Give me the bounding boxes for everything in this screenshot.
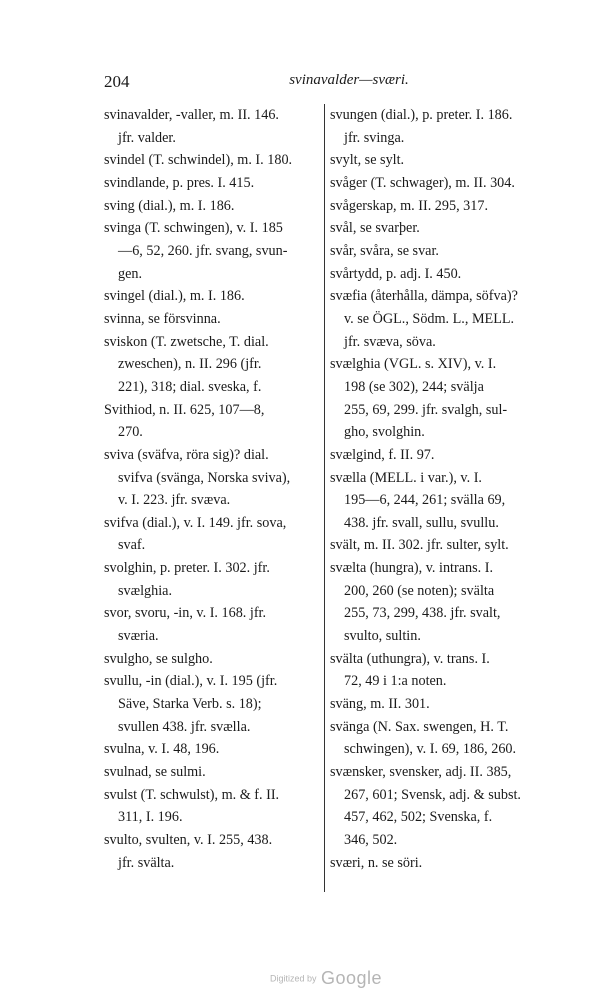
google-logo: Google [320, 968, 383, 988]
entry-line: 346, 502. [344, 832, 398, 848]
entry-line: svor, svoru, -in, v. I. 168. jfr. [104, 605, 267, 622]
entry-line: svindel (T. schwindel), m. I. 180. [104, 152, 293, 169]
entry-line: svælgind, f. II. 97. [330, 446, 435, 463]
entry-line: 438. jfr. svall, sullu, svullu. [344, 514, 499, 531]
entry-line: svulnad, se sulmi. [104, 764, 206, 781]
entry-line: 195—6, 244, 261; svälla 69, [344, 492, 506, 509]
entry-line: svingel (dial.), m. I. 186. [104, 288, 245, 305]
entry-line: —6, 52, 260. jfr. svang, svun- [118, 242, 288, 259]
entry-line: svår, svåra, se svar. [330, 242, 439, 259]
entry-line: 255, 69, 299. jfr. svalgh, sul- [344, 401, 508, 418]
entry-line: zweschen), n. II. 296 (jfr. [118, 356, 262, 373]
entry-line: sværia. [118, 628, 159, 645]
entry-line: 221), 318; dial. sveska, f. [118, 378, 262, 395]
entry-line: svælghia. [118, 582, 172, 599]
watermark-prefix: Digitized by [270, 973, 317, 984]
left-column [104, 104, 322, 874]
entry-line: svänga (N. Sax. swengen, H. T. [330, 718, 509, 735]
entry-line: svullen 438. jfr. svælla. [118, 718, 251, 735]
entry-line: svinga (T. schwingen), v. I. 185 [104, 220, 283, 237]
entry-line: jfr. valder. [118, 129, 176, 146]
entry-line: jfr. svinga. [344, 129, 405, 146]
entry-line: 270. [118, 424, 143, 441]
entry-line: svåger (T. schwager), m. II. 304. [330, 174, 515, 191]
entry-line: svullu, -in (dial.), v. I. 195 (jfr. [104, 673, 278, 690]
entry-line: 267, 601; Svensk, adj. & subst. [344, 786, 521, 803]
entry-line: svylt, se sylt. [330, 152, 405, 169]
google-watermark [270, 968, 382, 989]
entry-line: jfr. svälta. [118, 854, 175, 871]
entry-line: svulst (T. schwulst), m. & f. II. [104, 786, 280, 803]
entry-line: svindlande, p. pres. I. 415. [104, 174, 255, 191]
entry-line: svinna, se försvinna. [104, 310, 221, 327]
entry-line: svält, m. II. 302. jfr. sulter, sylt. [330, 537, 509, 554]
entry-line: 457, 462, 502; Svenska, f. [344, 809, 493, 826]
entry-line: jfr. svæva, söva. [344, 333, 436, 350]
entry-line: svinavalder, -valler, m. II. 146. [104, 107, 279, 123]
entry-line: gho, svolghin. [344, 424, 425, 441]
entry-line: 255, 73, 299, 438. jfr. svalt, [344, 605, 501, 622]
entry-line: svolghin, p. preter. I. 302. jfr. [104, 560, 270, 577]
entry-line: svål, se svarþer. [330, 220, 420, 237]
entry-line: svifva (svänga, Norska sviva), [118, 469, 291, 486]
right-column [330, 104, 540, 874]
page-number: 204 [104, 72, 130, 91]
entry-line: 200, 260 (se noten); svälta [344, 582, 495, 599]
page-header [104, 72, 534, 96]
column-divider [324, 104, 325, 892]
entry-line: svårtydd, p. adj. I. 450. [330, 265, 462, 282]
entry-line: svænsker, svensker, adj. II. 385, [330, 764, 512, 781]
entry-line: svungen (dial.), p. preter. I. 186. [330, 107, 513, 123]
entry-line: Svithiod, n. II. 625, 107—8, [104, 401, 265, 418]
entry-line: sviva (sväfva, röra sig)? dial. [104, 446, 269, 463]
entry-line: svulgho, se sulgho. [104, 650, 213, 667]
entry-line: 72, 49 i 1:a noten. [344, 673, 447, 690]
entry-line: svælta (hungra), v. intrans. I. [330, 560, 493, 577]
entry-line: 311, I. 196. [118, 809, 183, 826]
entry-line: sviskon (T. zwetsche, T. dial. [104, 333, 269, 350]
entry-line: svågerskap, m. II. 295, 317. [330, 197, 489, 214]
entry-line: svulna, v. I. 48, 196. [104, 741, 220, 758]
entry-line: svulto, svulten, v. I. 255, 438. [104, 832, 273, 848]
entry-line: v. I. 223. jfr. svæva. [118, 492, 231, 509]
entry-line: svaf. [118, 537, 146, 554]
entry-line: gen. [118, 265, 143, 282]
entry-line: schwingen), v. I. 69, 186, 260. [344, 741, 517, 758]
entry-line: svifva (dial.), v. I. 149. jfr. sova, [104, 514, 287, 531]
entry-line: sving (dial.), m. I. 186. [104, 197, 235, 214]
entry-line: svälta (uthungra), v. trans. I. [330, 650, 490, 667]
entry-line: svælghia (VGL. s. XIV), v. I. [330, 356, 497, 373]
entry-line: svælla (MELL. i var.), v. I. [330, 469, 482, 486]
entry-line: Säve, Starka Verb. s. 18); [118, 696, 262, 713]
dictionary-columns [104, 104, 538, 904]
entry-line: v. se ÖGL., Södm. L., MELL. [344, 310, 515, 327]
entry-line: 198 (se 302), 244; svälja [344, 378, 484, 395]
entry-line: sværi, n. se söri. [330, 854, 423, 871]
entry-line: svulto, sultin. [344, 628, 421, 645]
running-head: svinavalder—sværi. [289, 72, 409, 88]
entry-line: sväng, m. II. 301. [330, 696, 430, 713]
entry-line: svæfia (återhålla, dämpa, söfva)? [330, 288, 518, 305]
